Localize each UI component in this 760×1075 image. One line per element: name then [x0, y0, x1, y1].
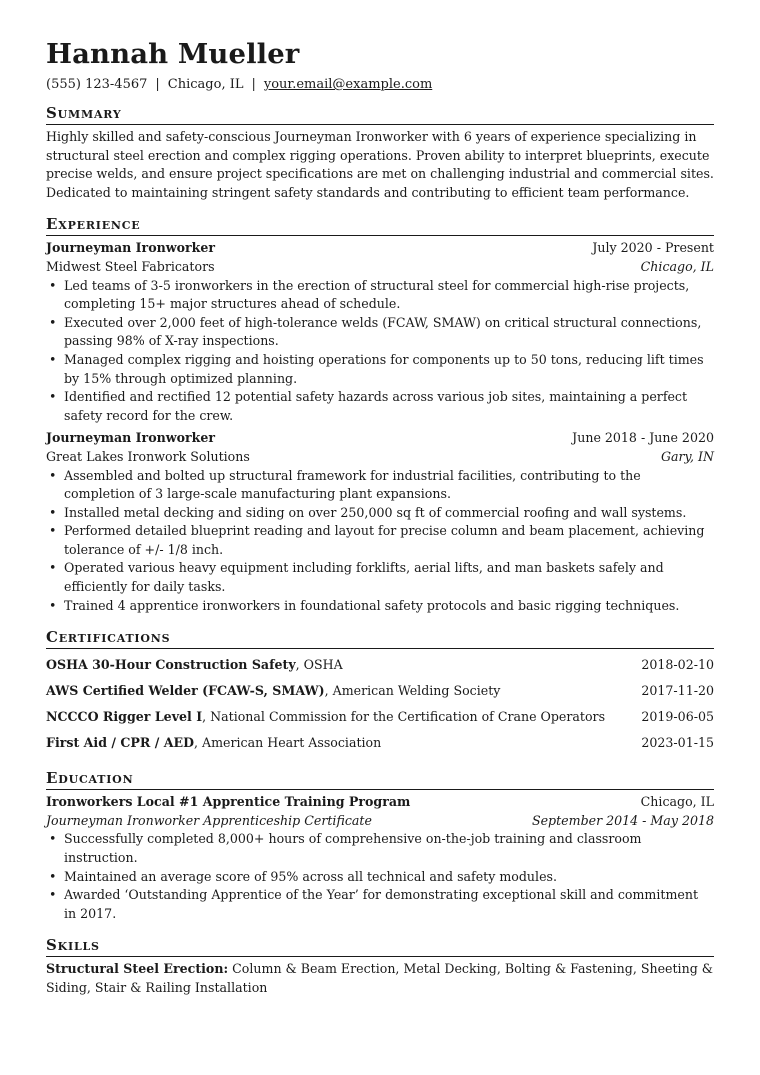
list-item: • Performed detailed blueprint reading and layout for precise column and beam placement, achieving tolerance of +/- 1/8 inch. — [46, 522, 714, 559]
education-entry — [46, 793, 714, 923]
certification-date: 2018-02-10 — [641, 657, 714, 673]
candidate-name: Hannah Mueller — [46, 38, 300, 70]
list-item: • Operated various heavy equipment including forklifts, aerial lifts, and man baskets safely and efficiently for daily tasks. — [46, 559, 714, 596]
certification-row — [46, 652, 714, 678]
certification-name: OSHA 30-Hour Construction Safety — [46, 657, 296, 673]
list-item: • Identified and rectified 12 potential safety hazards across various job sites, maintaining a perfect safety record for the crew. — [46, 388, 714, 425]
education-dates: September 2014 - May 2018 — [531, 812, 714, 828]
job-location: Chicago, IL — [640, 258, 714, 274]
experience-list — [46, 239, 714, 615]
certification-row — [46, 704, 714, 730]
email-link[interactable]: your.email@example.com — [263, 77, 433, 92]
job-bullets — [46, 467, 714, 616]
contact-separator: | — [251, 77, 256, 92]
certification-name: NCCCO Rigger Level I — [46, 709, 203, 725]
summary-heading: Summary — [46, 103, 714, 125]
education-program: Ironworkers Local #1 Apprentice Training Program — [46, 794, 411, 810]
list-item: • Led teams of 3-5 ironworkers in the erection of structural steel for commercial high-rise projects, completing 15+ major structures ahead of schedule. — [46, 277, 714, 314]
phone-number: (555) 123-4567 — [46, 77, 148, 92]
list-item: • Maintained an average score of 95% across all technical and safety modules. — [46, 868, 714, 887]
job-role: Journeyman Ironworker — [46, 430, 215, 446]
list-item: • Awarded ‘Outstanding Apprentice of the Year’ for demonstrating exceptional skill and commitment in 2017. — [46, 886, 714, 923]
skills-heading: Skills — [46, 935, 714, 957]
list-item: • Managed complex rigging and hoisting operations for components up to 50 tons, reducing lift times by 15% through optimized planning. — [46, 351, 714, 388]
certification-date: 2019-06-05 — [641, 709, 714, 725]
list-item: • Executed over 2,000 feet of high-tolerance welds (FCAW, SMAW) on critical structural connections, passing 98% of X-ray inspections. — [46, 314, 714, 351]
skills-text — [46, 960, 714, 997]
job-role: Journeyman Ironworker — [46, 240, 215, 256]
experience-heading: Experience — [46, 214, 714, 236]
job-bullets — [46, 277, 714, 426]
certification-issuer: , American Heart Association — [194, 735, 382, 751]
certification-date: 2023-01-15 — [641, 735, 714, 751]
contact-line — [46, 76, 714, 94]
list-item: • Successfully completed 8,000+ hours of comprehensive on-the-job training and classroom instruction. — [46, 830, 714, 867]
job-dates: June 2018 - June 2020 — [572, 430, 714, 446]
list-item: • Trained 4 apprentice ironworkers in foundational safety protocols and basic rigging techniques. — [46, 597, 714, 616]
job-dates: July 2020 - Present — [592, 240, 714, 256]
certification-name: AWS Certified Welder (FCAW-S, SMAW) — [46, 683, 325, 699]
certification-row — [46, 730, 714, 756]
certifications-heading: Certifications — [46, 627, 714, 649]
list-item: • Assembled and bolted up structural framework for industrial facilities, contributing to the completion of 3 large-scale manufacturing plant expansions. — [46, 467, 714, 504]
education-credential: Journeyman Ironworker Apprenticeship Certificate — [46, 812, 372, 828]
certification-issuer: , OSHA — [295, 657, 343, 673]
contact-separator: | — [155, 77, 160, 92]
certification-date: 2017-11-20 — [641, 683, 714, 699]
job-company: Great Lakes Ironwork Solutions — [46, 448, 250, 464]
certification-issuer: , National Commission for the Certification of Crane Operators — [202, 709, 606, 725]
certification-row — [46, 678, 714, 704]
skills-label: Structural Steel Erection: — [46, 961, 229, 977]
list-item: • Installed metal decking and siding on over 250,000 sq ft of commercial roofing and wall systems. — [46, 504, 714, 523]
summary-text: Highly skilled and safety-conscious Journeyman Ironworker with 6 years of experience specializing in structural steel erection and complex rigging operations. Proven ability to interpret blueprints, execute precise welds, and ensure project specifications are met on challenging industrial and commercial sites. Dedicated to maintaining stringent safety standards and contributing to efficient team performance. — [46, 129, 714, 200]
job-location: Gary, IN — [660, 448, 714, 464]
job-company: Midwest Steel Fabricators — [46, 258, 215, 274]
job-entry — [46, 429, 714, 615]
location: Chicago, IL — [167, 77, 244, 92]
certification-name: First Aid / CPR / AED — [46, 735, 195, 751]
education-location: Chicago, IL — [640, 794, 714, 810]
skills-list: Column & Beam Erection, Metal Decking, Bolting & Fastening, Sheeting & Siding, Stair & Railing Installation — [46, 961, 713, 995]
certifications-list — [46, 652, 714, 756]
education-heading: Education — [46, 768, 714, 790]
job-entry — [46, 239, 714, 425]
certification-issuer: , American Welding Society — [324, 683, 501, 699]
education-bullets — [46, 830, 714, 923]
